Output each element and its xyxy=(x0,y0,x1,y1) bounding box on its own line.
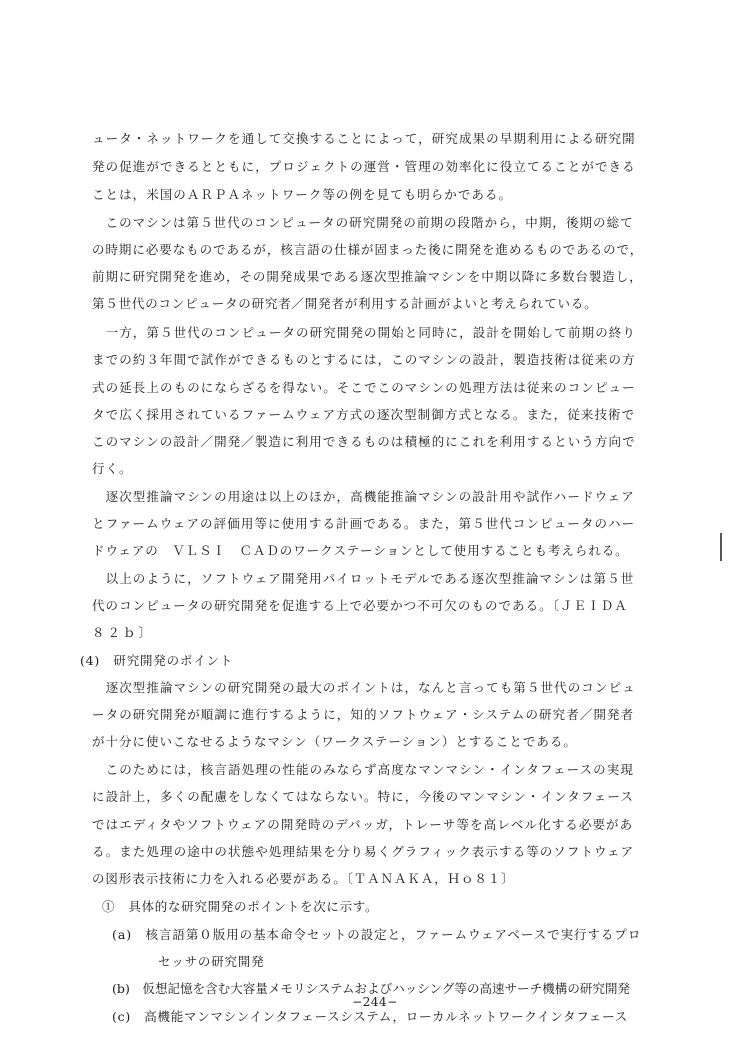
text-line: までの約３年間で試作ができるものとするには，このマシンの設計，製造技術は従来の方 xyxy=(92,352,636,367)
text-line: このマシンは第５世代のコンピュータの研究開発の前期の段階から，中期，後期の総て xyxy=(92,215,634,230)
text-line: ータの研究開発が順調に進行するように，知的ソフトウェア・システムの研究者／開発者 xyxy=(92,707,635,722)
text-line: が十分に使いこなせるようなマシン（ワークステーション）とすることである。 xyxy=(92,734,577,749)
text-line: 逐次型推論マシンの用途は以上のほか，高機能推論マシンの設計用や試作ハードウェア xyxy=(92,489,635,504)
text-line: る。また処理の途中の状態や処理結果を分り易くグラフィック表示する等のソフトウェア xyxy=(92,844,635,859)
text-line: 逐次型推論マシンの研究開発の最大のポイントは，なんと言っても第５世代のコンピュ xyxy=(92,680,636,695)
text-line: の図形表示技術に力を入れる必要がある。〔ＴＡＮＡＫＡ，Ｈｏ８１〕 xyxy=(92,871,515,886)
text-line: とファームウェアの評価用等に使用する計画である。また，第５世代コンピュータのハー xyxy=(92,516,636,531)
list-item: (b) 仮想記憶を含む大容量メモリシステムおよびハッシング等の高速サーチ機構の研究開発 xyxy=(112,981,631,996)
text-line: に設計上，多くの配慮をしなくてはならない。特に，今後のマンマシン・インタフェース xyxy=(92,789,634,804)
section-heading: (4) 研究開発のポイント xyxy=(80,653,234,668)
text-line: ではエディタやソフトウェアの開発時のデバッガ，トレーサ等を高レベル化する必要があ xyxy=(92,817,634,832)
text-line: このマシンの設計／開発／製造に利用できるものは積極的にこれを利用するという方向で xyxy=(92,434,636,449)
text-line: 発の促進ができるとともに，プロジェクトの運営・管理の効率化に役立てることができる xyxy=(92,159,636,174)
text-line: タで広く採用されているファームウェア方式の逐次型制御方式となる。また，従来技術で xyxy=(92,407,636,422)
list-item: (c) 高機能マンマシンインタフェースシステム，ローカルネットワークインタフェース xyxy=(112,1009,628,1024)
scan-mark xyxy=(720,533,722,561)
text-line: ュータ・ネットワークを通して交換することによって，研究成果の早期利用による研究開 xyxy=(92,131,636,146)
text-line: 第５世代のコンピュータの研究者／開発者が利用する計画がよいと考えられている。 xyxy=(92,296,598,311)
text-line: の時期に必要なものであるが，核言語の仕様が固まった後に開発を進めるものであるので， xyxy=(92,242,644,257)
text-line: 前期に研究開発を進め，その開発成果である逐次型推論マシンを中期以降に多数台製造し， xyxy=(92,269,643,284)
text-line: 行く。 xyxy=(92,461,133,476)
page-number: −244− xyxy=(352,995,398,1009)
text-line: 以上のように，ソフトウェア開発用パイロットモデルである逐次型推論マシンは第５世 xyxy=(92,571,635,586)
text-line: 一方，第５世代のコンピュータの研究開発の開始と同時に，設計を開始して前期の終り xyxy=(92,325,637,340)
list-item: (a) 核言語第０版用の基本命令セットの設定と，ファームウェアベースで実行するプロ xyxy=(112,927,642,942)
list-item: セッサの研究開発 xyxy=(158,954,265,969)
list-item: ① 具体的な研究開発のポイントを次に示す。 xyxy=(102,899,379,914)
text-line: ことは，米国のＡＲＰＡネットワーク等の例を見ても明らかである。 xyxy=(92,187,513,202)
text-line: ドウェアの ＶＬＳＩ ＣＡＤのワークステーションとして使用することも考えられる。 xyxy=(92,543,629,558)
text-line: 代のコンピュータの研究開発を促進する上で必要かつ不可欠のものである。〔ＪＥＩＤＡ xyxy=(92,598,628,613)
text-line: 式の延長上のものにならざるを得ない。そこでこのマシンの処理方法は従来のコンピュー xyxy=(92,380,636,395)
text-line: このためには，核言語処理の性能のみならず高度なマンマシン・インタフェースの実現 xyxy=(92,762,634,777)
text-line: ８２ｂ〕 xyxy=(92,625,155,640)
